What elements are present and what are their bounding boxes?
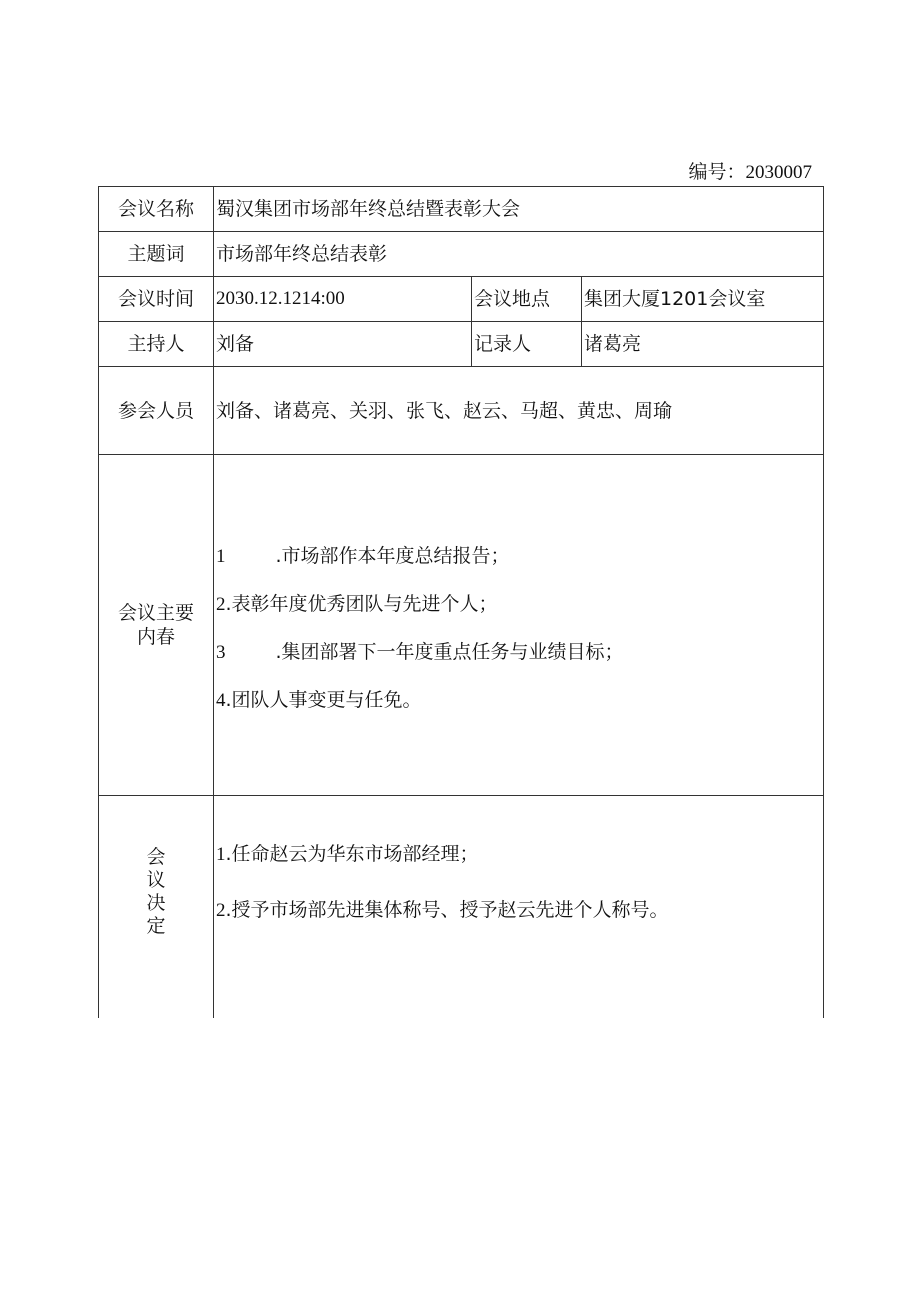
main-content-cell (214, 455, 824, 796)
topic-label: 主题词 (99, 232, 214, 277)
content-item: 1 .市场部作本年度总结报告； (216, 545, 510, 567)
host-value: 刘备 (214, 322, 472, 367)
row-main-content (99, 455, 824, 796)
decisions-label (99, 796, 214, 1019)
document-number (600, 160, 812, 185)
location-value: 集团大厦1201会议室 (582, 277, 824, 322)
document-number-value: 2030007 (745, 162, 812, 183)
decisions-list (216, 826, 823, 938)
meeting-name-value: 蜀汉集团市场部年终总结暨表彰大会 (214, 187, 824, 232)
content-item: 2.表彰年度优秀团队与先进个人； (216, 593, 498, 615)
time-value: 2030.12.1214:00 (214, 277, 472, 322)
attendees-label: 参会人员 (99, 367, 214, 455)
decision-item: 1.任命赵云为华东市场部经理； (216, 843, 479, 865)
decisions-label-text: 会 议 决 定 (146, 846, 166, 937)
row-topic (99, 232, 824, 277)
decisions-cell (214, 796, 824, 1019)
meeting-name-label: 会议名称 (99, 187, 214, 232)
decision-item: 2.授予市场部先进集体称号、授予赵云先进个人称号。 (216, 899, 669, 921)
main-content-label (99, 455, 214, 796)
row-host-recorder (99, 322, 824, 367)
content-item: 4.团队人事变更与任免。 (216, 689, 422, 711)
document-number-label: 编号： (688, 161, 746, 183)
row-meeting-name (99, 187, 824, 232)
location-label: 会议地点 (472, 277, 582, 322)
row-decisions (99, 796, 824, 1019)
content-item: 3 .集团部署下一年度重点任务与业绩目标； (216, 641, 624, 663)
row-time-location (99, 277, 824, 322)
recorder-label: 记录人 (472, 322, 582, 367)
meeting-minutes-table (98, 186, 824, 1018)
main-content-label-text: 会议主要内春 (117, 602, 194, 648)
main-content-list (216, 526, 823, 724)
attendees-value: 刘备、诸葛亮、关羽、张飞、赵云、马超、黄忠、周瑜 (214, 367, 824, 455)
row-attendees (99, 367, 824, 455)
host-label: 主持人 (99, 322, 214, 367)
time-label: 会议时间 (99, 277, 214, 322)
recorder-value: 诸葛亮 (582, 322, 824, 367)
topic-value: 市场部年终总结表彰 (214, 232, 824, 277)
